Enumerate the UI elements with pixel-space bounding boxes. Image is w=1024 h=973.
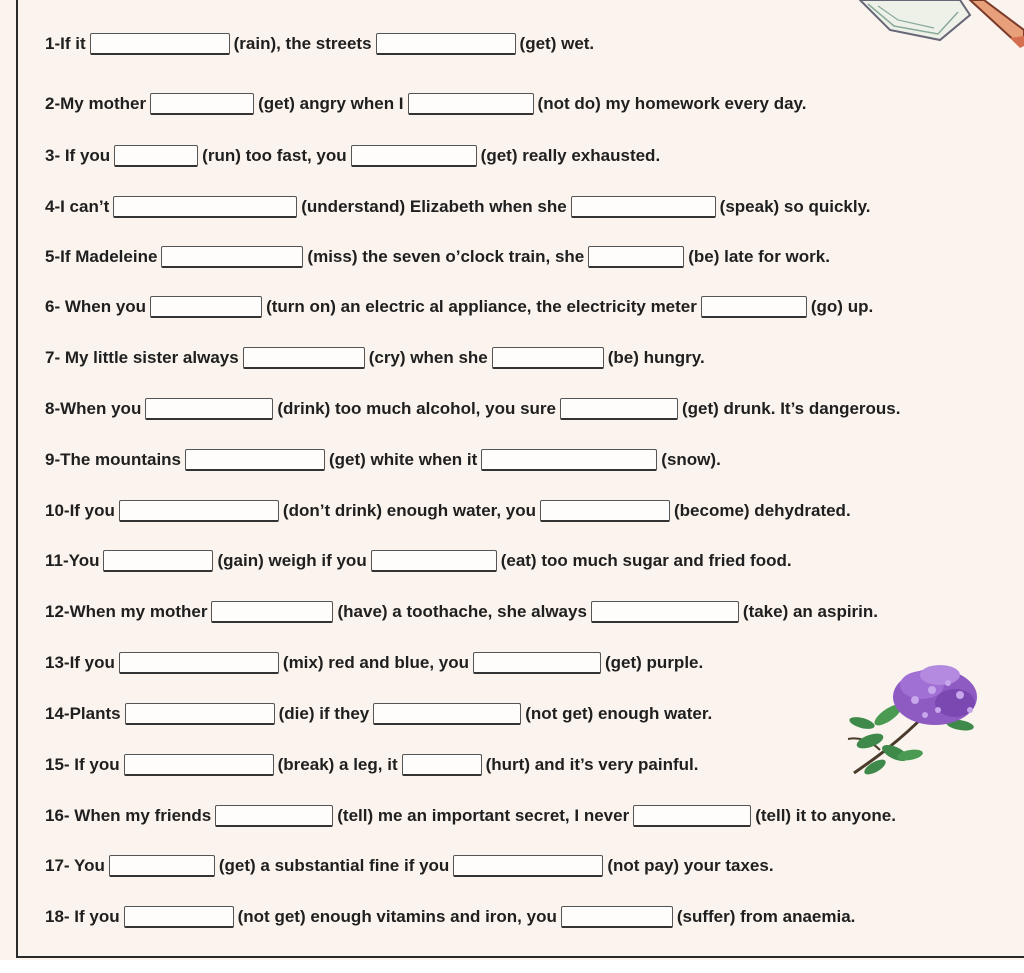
exercise-line xyxy=(45,141,660,171)
exercise-text: (have) a toothache, she always xyxy=(337,602,587,621)
exercise-text: (get) white when it xyxy=(329,450,478,469)
exercise-text: (not do) my homework every day. xyxy=(537,94,807,113)
exercise-text: 13-If you xyxy=(45,653,115,672)
answer-blank[interactable] xyxy=(371,550,497,572)
exercise-text: 4-I can’t xyxy=(45,197,110,216)
answer-blank[interactable] xyxy=(492,347,604,369)
answer-blank[interactable] xyxy=(453,855,603,877)
answer-blank[interactable] xyxy=(150,296,262,318)
exercise-line xyxy=(45,242,830,272)
exercise-text: 6- When you xyxy=(45,297,147,316)
exercise-text: 15- If you xyxy=(45,755,120,774)
answer-blank[interactable] xyxy=(215,805,333,827)
answer-blank[interactable] xyxy=(408,93,534,115)
exercise-line xyxy=(45,29,594,59)
answer-blank[interactable] xyxy=(376,33,516,55)
exercise-text: (drink) too much alcohol, you sure xyxy=(277,399,556,418)
exercise-line xyxy=(45,597,878,627)
answer-blank[interactable] xyxy=(571,196,716,218)
exercise-line xyxy=(45,851,774,881)
exercise-text: 12-When my mother xyxy=(45,602,208,621)
exercise-text: (speak) so quickly. xyxy=(719,197,871,216)
exercise-text: 3- If you xyxy=(45,146,111,165)
answer-blank[interactable] xyxy=(473,652,601,674)
exercise-text: (not get) enough vitamins and iron, you xyxy=(237,907,557,926)
answer-blank[interactable] xyxy=(109,855,215,877)
exercise-text: 8-When you xyxy=(45,399,142,418)
exercise-line xyxy=(45,192,871,222)
notebook-pencil-icon xyxy=(850,0,1024,70)
exercise-text: 1-If it xyxy=(45,34,86,53)
exercise-text: (get) angry when I xyxy=(258,94,404,113)
answer-blank[interactable] xyxy=(124,906,234,928)
answer-blank[interactable] xyxy=(701,296,807,318)
answer-blank[interactable] xyxy=(211,601,333,623)
answer-blank[interactable] xyxy=(243,347,365,369)
answer-blank[interactable] xyxy=(124,754,274,776)
answer-blank[interactable] xyxy=(373,703,521,725)
answer-blank[interactable] xyxy=(119,500,279,522)
answer-blank[interactable] xyxy=(103,550,213,572)
exercise-text: (tell) it to anyone. xyxy=(755,806,896,825)
exercise-text: 11-You xyxy=(45,551,100,570)
exercise-text: (run) too fast, you xyxy=(202,146,347,165)
answer-blank[interactable] xyxy=(591,601,739,623)
answer-blank[interactable] xyxy=(113,196,297,218)
exercise-line xyxy=(45,546,792,576)
exercise-text: 14-Plants xyxy=(45,704,121,723)
answer-blank[interactable] xyxy=(561,906,673,928)
exercise-text: (mix) red and blue, you xyxy=(282,653,469,672)
answer-blank[interactable] xyxy=(145,398,273,420)
exercise-text: (snow). xyxy=(661,450,721,469)
exercise-text: (take) an aspirin. xyxy=(742,602,879,621)
exercise-line xyxy=(45,394,900,424)
answer-blank[interactable] xyxy=(150,93,254,115)
exercise-text: 9-The mountains xyxy=(45,450,182,469)
exercise-text: (not pay) your taxes. xyxy=(607,856,774,875)
exercise-text: (turn on) an electric al appliance, the electricity meter xyxy=(266,297,697,316)
exercise-line xyxy=(45,343,705,373)
exercise-text: 2-My mother xyxy=(45,94,147,113)
exercise-text: (suffer) from anaemia. xyxy=(676,907,856,926)
exercise-text: (not get) enough water. xyxy=(525,704,713,723)
answer-blank[interactable] xyxy=(125,703,275,725)
exercise-line xyxy=(45,648,703,678)
answer-blank[interactable] xyxy=(114,145,198,167)
answer-blank[interactable] xyxy=(481,449,657,471)
exercise-line xyxy=(45,750,698,780)
exercise-text: 16- When my friends xyxy=(45,806,212,825)
answer-blank[interactable] xyxy=(90,33,230,55)
exercise-line xyxy=(45,902,855,932)
exercise-text: (don’t drink) enough water, you xyxy=(282,501,537,520)
answer-blank[interactable] xyxy=(161,246,303,268)
answer-blank[interactable] xyxy=(588,246,684,268)
lilac-flower-icon xyxy=(840,655,1000,780)
exercise-text: (miss) the seven o’clock train, she xyxy=(307,247,585,266)
answer-blank[interactable] xyxy=(119,652,279,674)
exercise-text: (understand) Elizabeth when she xyxy=(301,197,567,216)
answer-blank[interactable] xyxy=(185,449,325,471)
exercise-line xyxy=(45,89,806,119)
exercise-text: 18- If you xyxy=(45,907,120,926)
exercise-text: (cry) when she xyxy=(368,348,488,367)
exercise-text: 17- You xyxy=(45,856,105,875)
exercise-text: (get) drunk. It’s dangerous. xyxy=(681,399,901,418)
exercise-text: (go) up. xyxy=(810,297,874,316)
exercise-text: (die) if they xyxy=(278,704,370,723)
exercise-text: 7- My little sister always xyxy=(45,348,239,367)
answer-blank[interactable] xyxy=(633,805,751,827)
exercise-line xyxy=(45,292,873,322)
answer-blank[interactable] xyxy=(540,500,670,522)
exercise-text: (get) a substantial fine if you xyxy=(218,856,450,875)
exercise-text: (get) wet. xyxy=(519,34,595,53)
exercise-text: 10-If you xyxy=(45,501,115,520)
exercise-text: (gain) weigh if you xyxy=(217,551,367,570)
exercise-text: (be) late for work. xyxy=(688,247,830,266)
answer-blank[interactable] xyxy=(402,754,482,776)
exercise-line xyxy=(45,801,896,831)
exercise-text: (be) hungry. xyxy=(607,348,705,367)
exercise-text: (tell) me an important secret, I never xyxy=(337,806,630,825)
exercise-text: 5-If Madeleine xyxy=(45,247,158,266)
answer-blank[interactable] xyxy=(351,145,477,167)
exercise-text: (break) a leg, it xyxy=(277,755,398,774)
exercise-text: (rain), the streets xyxy=(233,34,372,53)
exercise-text: (become) dehydrated. xyxy=(674,501,851,520)
exercise-text: (eat) too much sugar and fried food. xyxy=(500,551,792,570)
exercise-line xyxy=(45,445,721,475)
exercise-line xyxy=(45,496,851,526)
exercise-text: (get) purple. xyxy=(605,653,704,672)
exercise-text: (hurt) and it’s very painful. xyxy=(485,755,699,774)
exercise-text: (get) really exhausted. xyxy=(480,146,661,165)
bottom-margin xyxy=(0,960,1024,973)
exercise-line xyxy=(45,699,712,729)
answer-blank[interactable] xyxy=(560,398,678,420)
